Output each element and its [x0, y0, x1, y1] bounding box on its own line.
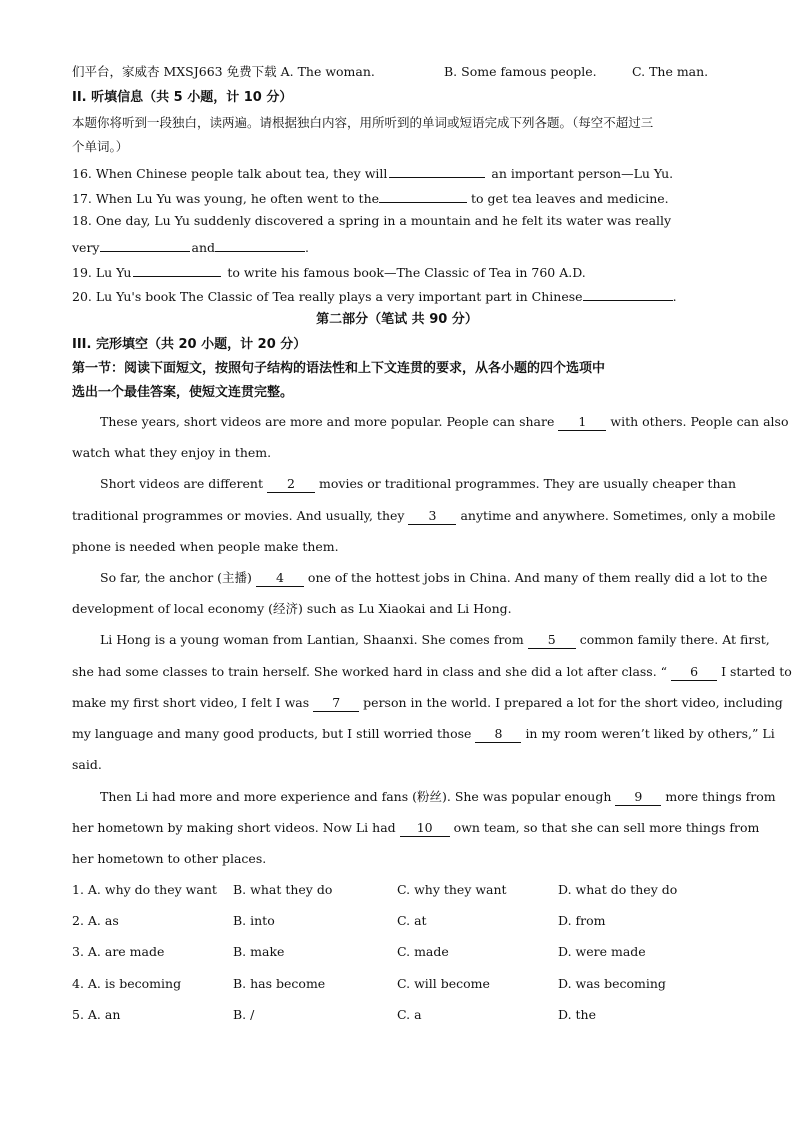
option-3-a[interactable]: 3. A. are made — [72, 944, 165, 959]
q18-answer-blank-2[interactable] — [215, 237, 305, 252]
passage-p3-line-1 — [100, 569, 767, 587]
question-16 — [72, 163, 673, 183]
blank-8[interactable]: 8 — [475, 726, 521, 743]
p2-text-a: Short videos are different — [100, 476, 264, 491]
passage-p2-line-1 — [100, 475, 736, 493]
p1-text-b: with others. People can also — [610, 414, 789, 429]
question-19 — [72, 262, 586, 282]
q18-text-c: and — [191, 240, 216, 255]
option-4-c[interactable]: C. will become — [397, 976, 490, 991]
option-3-d[interactable]: D. were made — [558, 944, 646, 959]
blank-1[interactable]: 1 — [558, 414, 606, 431]
blank-3[interactable]: 3 — [408, 508, 456, 525]
passage-p4-line-4 — [72, 725, 775, 743]
passage-p5-line-1 — [100, 788, 776, 806]
passage-p2-line-2 — [72, 507, 776, 525]
option-2-d[interactable]: D. from — [558, 913, 606, 928]
option-4-a[interactable]: 4. A. is becoming — [72, 976, 182, 991]
p4-text-g: my language and many good products, but I still worried those — [72, 726, 472, 741]
q17-text-a: 17. When Lu Yu was young, he often went to the — [72, 191, 380, 206]
passage-p5-line-2 — [72, 819, 759, 837]
q19-text-b: to write his famous book—The Classic of Tea in 760 A.D. — [227, 265, 586, 280]
option-2-b[interactable]: B. into — [233, 913, 275, 928]
section-2-instruction-2: 个单词。） — [72, 139, 129, 154]
option-5-c[interactable]: C. a — [397, 1007, 422, 1022]
section-2-instruction-1: 本题你将听到一段独白，读两遍。请根据独白内容，用所听到的单词或短语完成下列各题。（每空不超过三 — [72, 115, 654, 130]
p1-text-a: These years, short videos are more and more popular. People can share — [100, 414, 555, 429]
q16-answer-blank[interactable] — [389, 163, 485, 178]
q16-text-a: 16. When Chinese people talk about tea, they will — [72, 166, 388, 181]
option-2-a[interactable]: 2. A. as — [72, 913, 119, 928]
section-3-heading: III. 完形填空（共 20 小题，计 20 分） — [72, 337, 307, 352]
p4-text-b: common family there. At first, — [579, 632, 770, 647]
option-5-a[interactable]: 5. A. an — [72, 1007, 121, 1022]
p4-text-f: person in the world. I prepared a lot for the short video, including — [363, 695, 783, 710]
p5-text-d: own team, so that she can sell more things from — [453, 820, 760, 835]
p5-text-a: Then Li had more and more experience and fans (粉丝). She was popular enough — [100, 789, 612, 804]
q16-text-b: an important person—Lu Yu. — [491, 166, 674, 181]
p3-text-a: So far, the anchor (主播) — [100, 570, 252, 585]
blank-9[interactable]: 9 — [615, 789, 661, 806]
option-1-b[interactable]: B. what they do — [233, 882, 333, 897]
option-4-b[interactable]: B. has become — [233, 976, 326, 991]
p5-text-c: her hometown by making short videos. Now Li had — [72, 820, 396, 835]
passage-p4-line-5: said. — [72, 757, 102, 772]
q18-text-b: very — [72, 240, 100, 255]
option-4-d[interactable]: D. was becoming — [558, 976, 666, 991]
passage-p1-line-1 — [100, 413, 788, 431]
option-3-c[interactable]: C. made — [397, 944, 449, 959]
question-18-line-2 — [72, 237, 309, 257]
q18-text-d: . — [305, 240, 309, 255]
p4-text-a: Li Hong is a young woman from Lantian, Shaanxi. She comes from — [100, 632, 524, 647]
option-1-a[interactable]: 1. A. why do they want — [72, 882, 217, 897]
blank-2[interactable]: 2 — [267, 476, 315, 493]
passage-p1-line-2: watch what they enjoy in them. — [72, 445, 272, 460]
top-option-b: B. Some famous people. — [444, 64, 597, 79]
top-line-prefix: 们平台，家威杏 MXSJ663 免费下载 — [72, 64, 277, 79]
p4-text-e: make my first short video, I felt I was — [72, 695, 310, 710]
option-1-c[interactable]: C. why they want — [397, 882, 507, 897]
q20-text-a: 20. Lu Yu's book The Classic of Tea really plays a very important part in Chinese — [72, 289, 583, 304]
blank-5[interactable]: 5 — [528, 632, 576, 649]
q19-text-a: 19. Lu Yu — [72, 265, 132, 280]
option-5-d[interactable]: D. the — [558, 1007, 596, 1022]
option-2-c[interactable]: C. at — [397, 913, 427, 928]
option-3-b[interactable]: B. make — [233, 944, 285, 959]
q17-text-b: to get tea leaves and medicine. — [471, 191, 669, 206]
passage-p3-line-2: development of local economy (经济) such as Lu Xiaokai and Li Hong. — [72, 601, 512, 616]
question-18-line-1: 18. One day, Lu Yu suddenly discovered a spring in a mountain and he felt its water was really — [72, 213, 672, 228]
question-17 — [72, 188, 669, 208]
blank-10[interactable]: 10 — [400, 820, 450, 837]
passage-p4-line-3 — [72, 694, 783, 712]
p2-text-c: traditional programmes or movies. And usually, they — [72, 508, 405, 523]
p3-text-b: one of the hottest jobs in China. And many of them really did a lot to the — [307, 570, 768, 585]
top-option-c: C. The man. — [632, 64, 709, 79]
p5-text-b: more things from — [665, 789, 776, 804]
q19-answer-blank[interactable] — [133, 262, 221, 277]
section-2-heading: II. 听填信息（共 5 小题，计 10 分） — [72, 90, 293, 105]
p4-text-h: in my room weren’t liked by others,” Li — [525, 726, 775, 741]
p2-text-b: movies or traditional programmes. They are usually cheaper than — [319, 476, 737, 491]
option-5-b[interactable]: B. / — [233, 1007, 255, 1022]
passage-p5-line-3: her hometown to other places. — [72, 851, 267, 866]
top-line — [72, 63, 375, 81]
q20-answer-blank[interactable] — [583, 286, 673, 301]
question-20 — [72, 286, 677, 306]
q18-answer-blank-1[interactable] — [100, 237, 190, 252]
passage-p4-line-2 — [72, 663, 792, 681]
p4-text-c: she had some classes to train herself. She worked hard in class and she did a lot after class. “ — [72, 664, 668, 679]
p4-text-d: I started to — [721, 664, 792, 679]
blank-4[interactable]: 4 — [256, 570, 304, 587]
blank-7[interactable]: 7 — [313, 695, 359, 712]
q20-text-b: . — [672, 289, 677, 304]
blank-6[interactable]: 6 — [671, 664, 717, 681]
section-3-instruction-1: 第一节：阅读下面短文，按照句子结构的语法性和上下文连贯的要求，从各小题的四个选项中 — [72, 361, 606, 376]
passage-p2-line-3: phone is needed when people make them. — [72, 539, 339, 554]
top-option-a: A. The woman. — [280, 64, 375, 79]
passage-p4-line-1 — [100, 631, 770, 649]
q17-answer-blank[interactable] — [379, 188, 467, 203]
part-2-title: 第二部分（笔试 共 90 分） — [316, 312, 478, 327]
section-3-instruction-2: 选出一个最佳答案，使短文连贯完整。 — [72, 385, 294, 400]
p2-text-d: anytime and anywhere. Sometimes, only a mobile — [460, 508, 776, 523]
option-1-d[interactable]: D. what do they do — [558, 882, 678, 897]
